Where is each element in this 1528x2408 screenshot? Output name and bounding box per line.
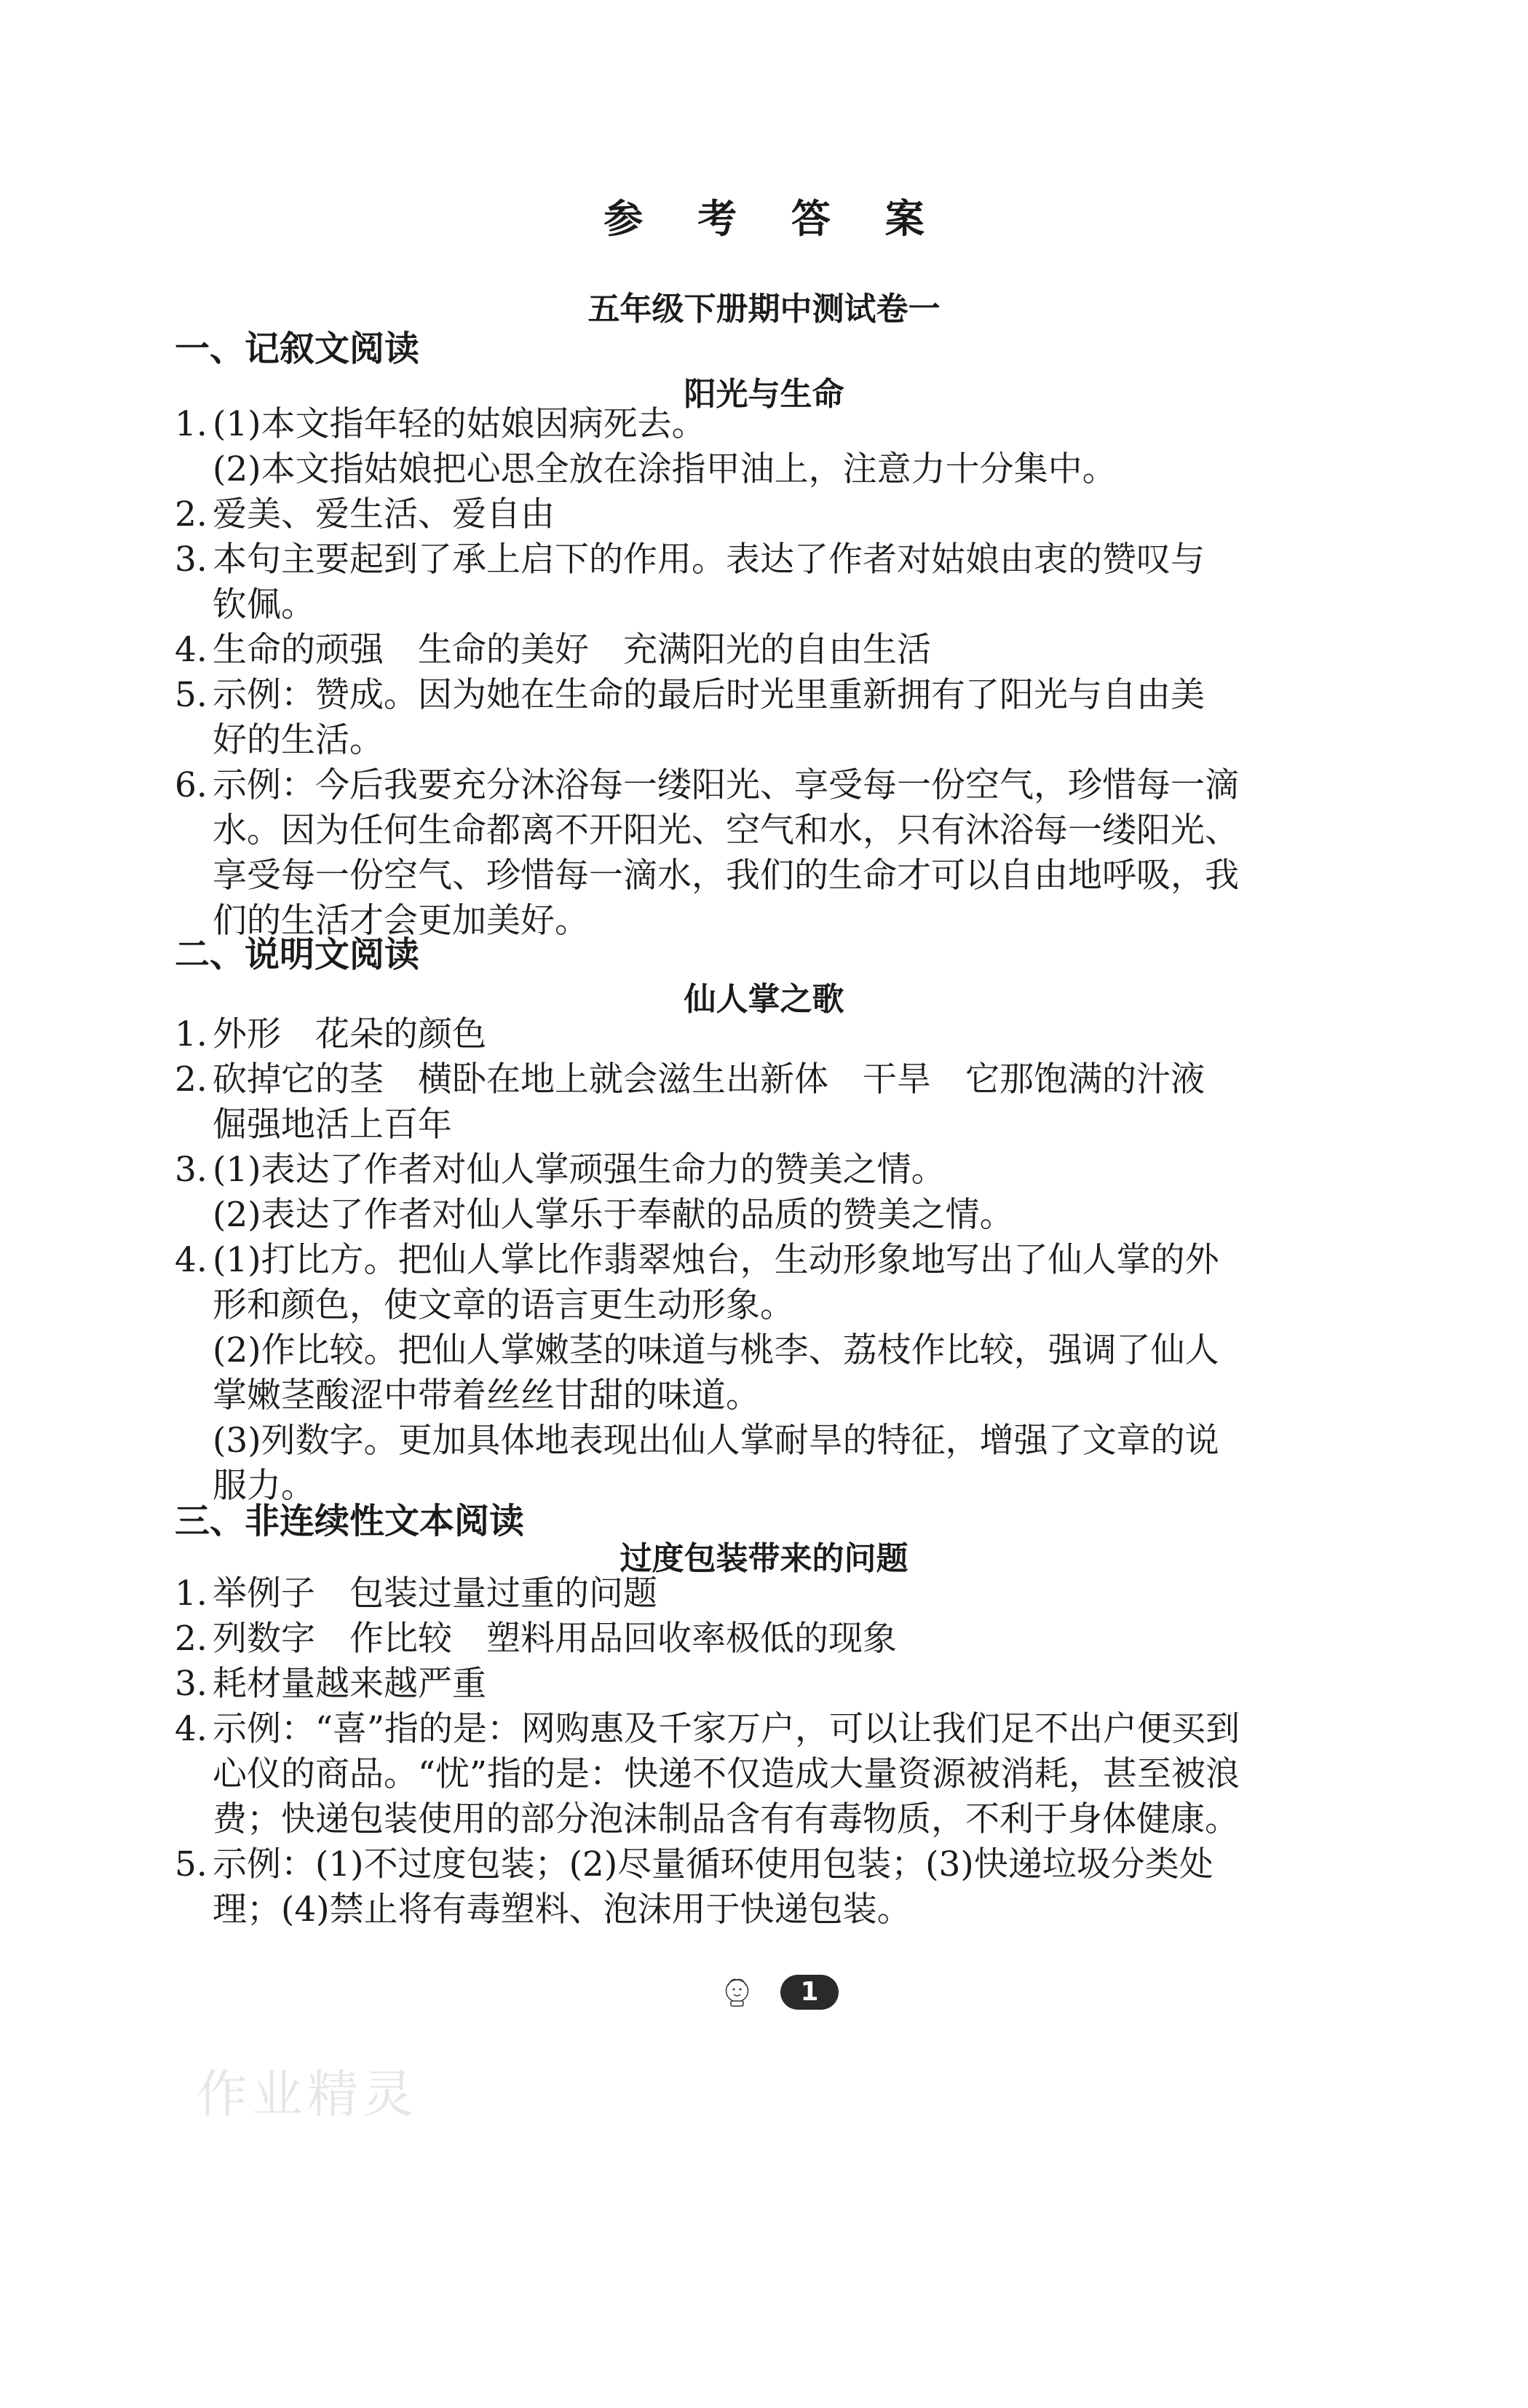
answer-item bbox=[175, 628, 1412, 673]
watermark: 作业精灵 bbox=[197, 2064, 418, 2124]
answer-item bbox=[175, 537, 1412, 628]
mascot-icon bbox=[721, 1957, 786, 2027]
item-line: (1)打比方。把仙人掌比作翡翠烛台，生动形象地写出了仙人掌的外 bbox=[213, 1240, 1219, 1280]
item-number: 2. bbox=[175, 1619, 207, 1659]
item-line: 费；快递包装使用的部分泡沫制品含有有毒物质，不利于身体健康。 bbox=[213, 1799, 1239, 1839]
section-heading: 二、说明文阅读 bbox=[175, 934, 420, 975]
answer-item bbox=[175, 1662, 1412, 1707]
page-title: 参 考 答 案 bbox=[603, 196, 945, 242]
item-line: 示例：(1)不过度包装；(2)尽量循环使用包装；(3)快递垃圾分类处 bbox=[213, 1844, 1214, 1884]
item-line: 举例子 包装过量过重的问题 bbox=[213, 1574, 657, 1614]
page-subtitle: 五年级下册期中测试卷一 bbox=[587, 291, 941, 328]
item-line: 外形 花朵的颜色 bbox=[213, 1014, 486, 1054]
answer-item bbox=[175, 402, 1412, 492]
page-number: 1 bbox=[780, 1975, 839, 2010]
item-line: 本句主要起到了承上启下的作用。表达了作者对姑娘由衷的赞叹与 bbox=[213, 540, 1205, 580]
item-line: 掌嫩茎酸涩中带着丝丝甘甜的味道。 bbox=[213, 1375, 760, 1416]
item-line: 倔强地活上百年 bbox=[213, 1105, 452, 1145]
item-line: 水。因为任何生命都离不开阳光、空气和水，只有沐浴每一缕阳光、 bbox=[213, 810, 1239, 850]
item-line: 耗材量越来越严重 bbox=[213, 1664, 486, 1704]
section-heading: 三、非连续性文本阅读 bbox=[175, 1501, 525, 1541]
item-line: 理；(4)禁止将有毒塑料、泡沫用于快递包装。 bbox=[213, 1890, 911, 1930]
item-number: 1. bbox=[175, 404, 207, 444]
item-line: 生命的顽强 生命的美好 充满阳光的自由生活 bbox=[213, 630, 931, 670]
item-line: 示例：“喜”指的是：网购惠及千家万户，可以让我们足不出户便买到 bbox=[213, 1709, 1240, 1749]
answer-item bbox=[175, 492, 1412, 537]
answer-item bbox=[175, 1238, 1412, 1509]
item-number: 3. bbox=[175, 1664, 207, 1704]
item-line: 爱美、爱生活、爱自由 bbox=[213, 494, 555, 534]
item-line: 心仪的商品。“忧”指的是：快递不仅造成大量资源被消耗，甚至被浪 bbox=[213, 1754, 1240, 1794]
answer-item bbox=[175, 1148, 1412, 1238]
item-line: (2)本文指姑娘把心思全放在涂指甲油上，注意力十分集中。 bbox=[213, 449, 1117, 489]
item-line: 好的生活。 bbox=[213, 720, 384, 760]
item-line: (2)作比较。把仙人掌嫩茎的味道与桃李、荔枝作比较，强调了仙人 bbox=[213, 1330, 1219, 1370]
item-number: 2. bbox=[175, 1059, 207, 1100]
answer-item bbox=[175, 1842, 1412, 1933]
article-title: 过度包装带来的问题 bbox=[619, 1540, 909, 1577]
item-line: (1)表达了作者对仙人掌顽强生命力的赞美之情。 bbox=[213, 1150, 946, 1190]
item-number: 4. bbox=[175, 630, 207, 670]
item-number: 1. bbox=[175, 1574, 207, 1614]
item-number: 3. bbox=[175, 1150, 207, 1190]
item-line: 钦佩。 bbox=[213, 585, 315, 625]
item-line: 示例：赞成。因为她在生命的最后时光里重新拥有了阳光与自由美 bbox=[213, 675, 1205, 715]
item-number: 5. bbox=[175, 1844, 207, 1884]
answer-item bbox=[175, 1707, 1412, 1842]
article-title: 阳光与生命 bbox=[684, 376, 844, 413]
item-line: 形和颜色，使文章的语言更生动形象。 bbox=[213, 1285, 794, 1325]
answer-item bbox=[175, 1616, 1412, 1662]
answer-item bbox=[175, 1571, 1412, 1616]
item-number: 5. bbox=[175, 675, 207, 715]
answer-item bbox=[175, 1012, 1412, 1057]
answer-item bbox=[175, 1057, 1412, 1148]
item-line: 列数字 作比较 塑料用品回收率极低的现象 bbox=[213, 1619, 897, 1659]
item-line: (3)列数字。更加具体地表现出仙人掌耐旱的特征，增强了文章的说 bbox=[213, 1421, 1219, 1461]
item-line: (2)表达了作者对仙人掌乐于奉献的品质的赞美之情。 bbox=[213, 1195, 1014, 1235]
item-number: 4. bbox=[175, 1709, 207, 1749]
section-heading: 一、记叙文阅读 bbox=[175, 328, 420, 369]
item-number: 6. bbox=[175, 765, 207, 805]
item-number: 2. bbox=[175, 494, 207, 534]
item-number: 3. bbox=[175, 540, 207, 580]
answer-item bbox=[175, 673, 1412, 763]
item-number: 1. bbox=[175, 1014, 207, 1054]
item-line: 们的生活才会更加美好。 bbox=[213, 901, 589, 941]
item-number: 4. bbox=[175, 1240, 207, 1280]
item-line: 示例：今后我要充分沐浴每一缕阳光、享受每一份空气，珍惜每一滴 bbox=[213, 765, 1239, 805]
item-line: 砍掉它的茎 横卧在地上就会滋生出新体 干旱 它那饱满的汁液 bbox=[213, 1059, 1205, 1100]
answer-item bbox=[175, 763, 1412, 944]
item-line: (1)本文指年轻的姑娘因病死去。 bbox=[213, 404, 706, 444]
item-line: 服力。 bbox=[213, 1466, 315, 1506]
article-title: 仙人掌之歌 bbox=[684, 981, 844, 1018]
item-line: 享受每一份空气、珍惜每一滴水，我们的生命才可以自由地呼吸，我 bbox=[213, 856, 1239, 896]
